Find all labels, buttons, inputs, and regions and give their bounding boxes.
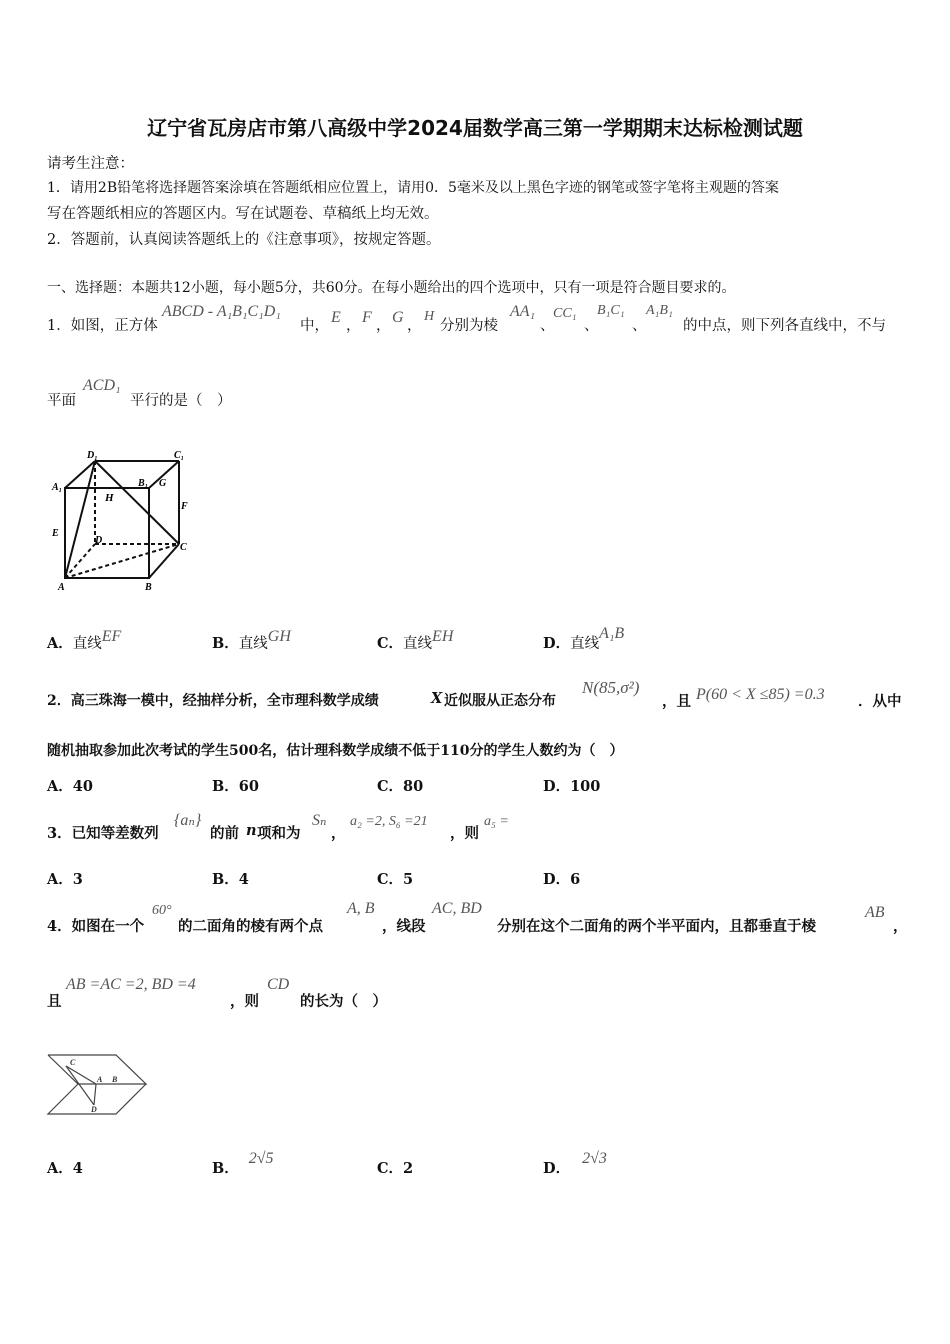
section-heading: 一、选择题：本题共12小题，每小题5分，共60分。在每小题给出的四个选项中，只有一项是符合题目要求的。 <box>47 280 736 296</box>
cube-label-e: E <box>52 528 59 539</box>
q4-edge-ab: AB <box>865 904 885 921</box>
q1-edge-b1c1: B₁C₁ <box>597 303 625 318</box>
cube-label-h: H <box>105 492 114 504</box>
q2-var-x: X <box>431 690 443 707</box>
cube-label-b1: B₁ <box>138 478 149 489</box>
q3-option-b[interactable]: B．4 <box>212 871 249 888</box>
q1-comma: ， <box>346 318 361 334</box>
q3-option-a[interactable]: A．3 <box>47 871 83 888</box>
q4-line2-post: 的长为（ ） <box>300 993 387 1010</box>
cube-label-g: G <box>159 478 167 489</box>
q3-text-pre: 3．已知等差数列 <box>47 825 159 842</box>
q2-distribution: N(85,σ²) <box>582 678 640 697</box>
cube-label-a: A <box>58 582 65 593</box>
notice-line-2: 2．答题前，认真阅读答题纸上的《注意事项》，按规定答题。 <box>47 232 441 248</box>
q3-var-n: n <box>246 822 257 839</box>
q4-option-b[interactable]: B．2√5 <box>212 1150 274 1177</box>
q1-edge-a1b1: A₁B₁ <box>646 303 673 318</box>
q1-cube-figure <box>50 446 195 594</box>
q4-option-a[interactable]: A．4 <box>47 1160 83 1177</box>
q1-comma: ， <box>407 318 422 334</box>
q4-points: A, B <box>347 900 375 917</box>
q1-text-mid: 中， <box>300 318 329 334</box>
q4-line2-pre: 且 <box>47 993 62 1010</box>
q2-text-mid: 近似服从正态分布 <box>444 693 556 709</box>
q4-line2-mid: ，则 <box>230 993 259 1010</box>
q4-dihedral-figure <box>46 1052 150 1116</box>
q1-option-d[interactable]: D．直线A₁B <box>543 625 625 652</box>
cube-label-d1: D₁ <box>87 450 98 461</box>
q1-point-h: H <box>424 309 435 324</box>
q4-segments: AC, BD <box>432 900 482 917</box>
q1-line2-pre: 平面 <box>47 393 76 409</box>
notice-line-1a: 1．请用2B铅笔将选择题答案涂填在答题纸相应位置上，请用0．5毫米及以上黑色字迹的钢笔或签字笔将主观题的答案 <box>47 180 779 196</box>
q1-point-f: F <box>362 309 372 326</box>
cube-label-f: F <box>181 501 188 512</box>
q1-line2-post: 平行的是（ ） <box>130 393 232 409</box>
q3-comma: ， <box>331 825 346 842</box>
q1-point-g: G <box>392 309 404 326</box>
q3-option-d[interactable]: D．6 <box>543 871 581 888</box>
q1-option-b[interactable]: B．直线GH <box>212 628 291 652</box>
cube-label-c1: C₁ <box>174 450 185 461</box>
q1-comma: ， <box>376 318 391 334</box>
notice-heading: 请考生注意： <box>47 156 134 172</box>
q1-sep: 、 <box>540 318 555 334</box>
q2-option-b[interactable]: B．60 <box>212 778 259 795</box>
q2-probability: P(60 < X ≤85) =0.3 <box>696 686 825 703</box>
q1-edge-cc1: CC₁ <box>553 306 577 321</box>
cube-label-b: B <box>145 582 152 593</box>
q1-plane-math: ACD₁ <box>83 377 121 394</box>
notice-line-1b: 写在答题纸相应的答题区内。写在试题卷、草稿纸上均无效。 <box>47 206 439 222</box>
q1-option-c[interactable]: C．直线EH <box>377 628 454 652</box>
q2-text-pre: 2．高三珠海一模中，经抽样分析，全市理科数学成绩 <box>47 693 379 709</box>
q3-a5: a₅ = <box>484 814 509 829</box>
q1-text-mid2: 分别为棱 <box>440 318 498 334</box>
q3-condition: a₂ =2, S₆ =21 <box>350 814 428 829</box>
q4-condition: AB =AC =2, BD =4 <box>66 976 196 993</box>
page-title: 辽宁省瓦房店市第八高级中学2024届数学高三第一学期期末达标检测试题 <box>147 116 803 140</box>
q1-point-e: E <box>331 309 341 326</box>
q4-option-d[interactable]: D．2√3 <box>543 1150 607 1177</box>
dihedral-label-b: B <box>112 1075 118 1084</box>
q4-angle: 60° <box>152 903 172 918</box>
dihedral-label-a: A <box>97 1075 103 1084</box>
q3-text-mid3: ，则 <box>450 825 479 842</box>
q3-sequence: {aₙ} <box>174 812 202 829</box>
q2-option-a[interactable]: A．40 <box>47 778 93 795</box>
q2-text-post: ．从中 <box>858 693 902 710</box>
q1-edge-aa1: AA₁ <box>510 303 536 320</box>
q1-sep: 、 <box>584 318 599 334</box>
q3-text-mid2: 项和为 <box>257 825 301 842</box>
cube-label-d: D <box>95 535 103 546</box>
q4-text-mid: 的二面角的棱有两个点 <box>178 918 323 935</box>
q2-text-mid2: ，且 <box>662 693 691 710</box>
dihedral-label-c: C <box>70 1058 76 1067</box>
q1-cube-math: ABCD - A₁B₁C₁D₁ <box>162 303 281 320</box>
q2-option-c[interactable]: C．80 <box>377 778 424 795</box>
cube-label-a1: A₁ <box>52 482 63 493</box>
q3-text-mid: 的前 <box>210 825 239 842</box>
q3-sum-sn: Sₙ <box>312 812 327 829</box>
q4-text-mid3: 分别在这个二面角的两个半平面内，且都垂直于棱 <box>497 918 816 935</box>
q3-option-c[interactable]: C．5 <box>377 871 414 888</box>
cube-label-c: C <box>180 542 187 553</box>
q2-option-d[interactable]: D．100 <box>543 778 601 795</box>
q4-text-mid2: ，线段 <box>382 918 426 935</box>
q4-text-post: ， <box>893 918 908 935</box>
q4-option-c[interactable]: C．2 <box>377 1160 414 1177</box>
q1-text-post: 的中点，则下列各直线中，不与 <box>683 318 886 334</box>
dihedral-label-d: D <box>91 1105 97 1114</box>
q4-cd: CD <box>267 976 290 993</box>
q1-option-a[interactable]: A．直线EF <box>47 628 122 652</box>
q2-line2: 随机抽取参加此次考试的学生500名，估计理科数学成绩不低于110分的学生人数约为（ ） <box>47 743 624 759</box>
q4-text-pre: 4．如图在一个 <box>47 918 145 935</box>
q1-text-pre: 1．如图，正方体 <box>47 318 158 334</box>
q1-sep: 、 <box>632 318 647 334</box>
